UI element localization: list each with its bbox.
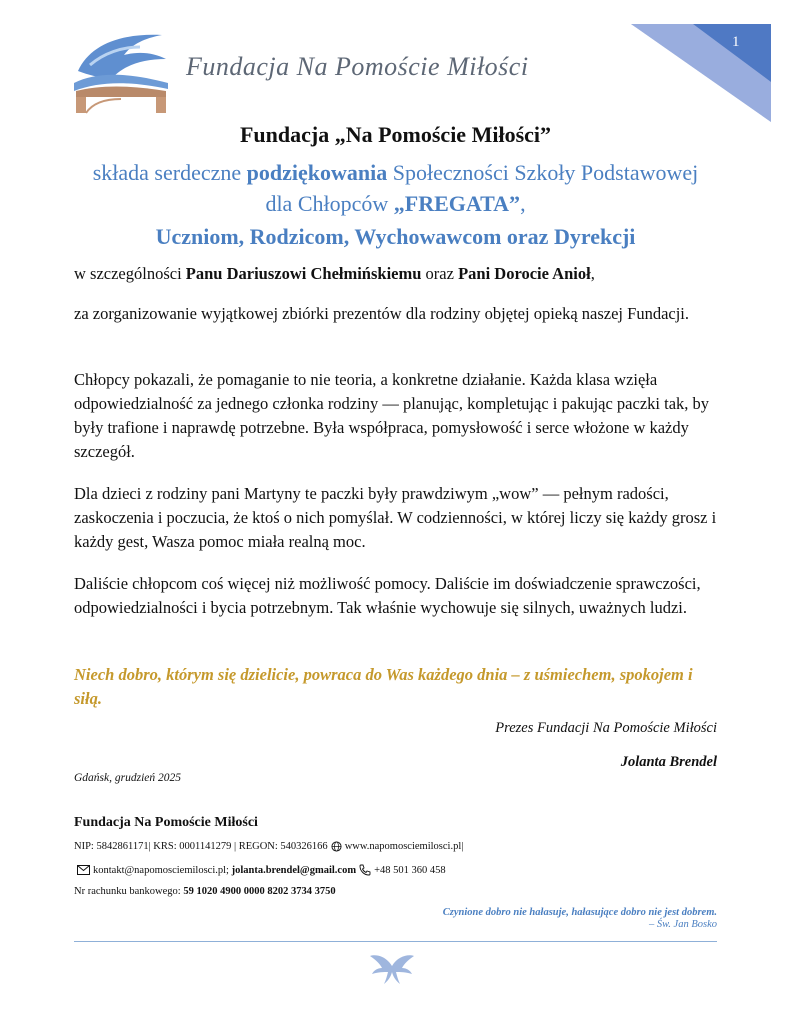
place-date: Gdańsk, grudzień 2025 <box>74 772 182 784</box>
paragraph-reason: za zorganizowanie wyjątkowej zbiórki prezentów dla rodziny objętej opieką naszej Fundacji. <box>74 304 690 323</box>
phone-icon <box>359 864 371 876</box>
footer-org-name: Fundacja Na Pomoście Miłości <box>74 815 258 830</box>
subtitle-line-3: Uczniom, Rodzicom, Wychowawcom oraz Dyrekcji <box>155 224 636 249</box>
footer-quote <box>443 907 717 931</box>
subtitle-line-2: dla Chłopców „FREGATA”, <box>265 191 526 216</box>
quote-author: – Św. Jan Bosko <box>648 919 717 930</box>
footer-ids-line <box>74 841 463 852</box>
footer-email-contact[interactable]: kontakt@napomosciemilosci.pl; <box>93 864 229 876</box>
foundation-logo-icon <box>70 25 172 115</box>
corner-decoration <box>601 0 791 140</box>
page-title: Fundacja „Na Pomoście Miłości” <box>239 122 552 147</box>
footer-contact-line <box>74 864 446 876</box>
quote-text: Czynione dobro nie hałasuje, hałasujące dobro nie jest dobrem. <box>442 907 717 918</box>
bird-ornament-icon <box>368 952 416 986</box>
paragraph-recipients: w szczególności Panu Dariuszowi Chełmińskiemu oraz Pani Dorocie Anioł, <box>74 264 595 283</box>
paragraph-boys: Chłopcy pokazali, że pomaganie to nie teoria, a konkretne działanie. Każda klasa wzięła odpowiedzialność za jednego członka rodziny — planując, kompletując i pakując paczki tak, by były trafione i naprawdę potrzebne. Była współpraca, pomysłowość i serce włożone w każdy szczegół. <box>74 370 710 461</box>
footer-account-number: 59 1020 4900 0000 8202 3734 3750 <box>183 886 336 897</box>
footer-ids: NIP: 5842861171| KRS: 0001141279 | REGON: 540326166 <box>74 841 328 852</box>
footer-email-president[interactable]: jolanta.brendel@gmail.com <box>231 864 357 876</box>
signature-role: Prezes Fundacji Na Pomoście Miłości <box>495 720 717 736</box>
footer-website-link[interactable]: www.napomosciemilosci.pl| <box>344 841 464 852</box>
footer-phone[interactable]: +48 501 360 458 <box>374 864 446 876</box>
footer-account-label: Nr rachunku bankowego: <box>74 886 181 897</box>
paragraph-family: Dla dzieci z rodziny pani Martyny te paczki były prawdziwym „wow” — pełnym radości, zaskoczenia i poczucia, że ktoś o nich pomyślał. W codzienności, w której liczy się każdy grosz i każdy gest, Wasza pomoc miała realną moc. <box>74 484 717 551</box>
subtitle-line-1: składa serdeczne podziękowania Społeczności Szkoły Podstawowej <box>92 160 699 185</box>
footer-divider <box>74 941 717 942</box>
page-number: 1 <box>732 34 740 50</box>
globe-icon <box>331 841 342 852</box>
logo-text: Fundacja Na Pomoście Miłości <box>186 52 529 81</box>
motto: Niech dobro, którym się dzielicie, powraca do Was każdego dnia – z uśmiechem, spokojem i siłą. <box>74 665 693 708</box>
paragraph-experience: Daliście chłopcom coś więcej niż możliwość pomocy. Daliście im doświadczenie sprawczości, odpowiedzialności i bycia potrzebnym. Tak właśnie wychowuje się silnych, uważnych ludzi. <box>74 574 701 617</box>
footer-account-line <box>74 886 336 897</box>
envelope-icon <box>77 865 90 875</box>
signature-name: Jolanta Brendel <box>620 754 717 770</box>
